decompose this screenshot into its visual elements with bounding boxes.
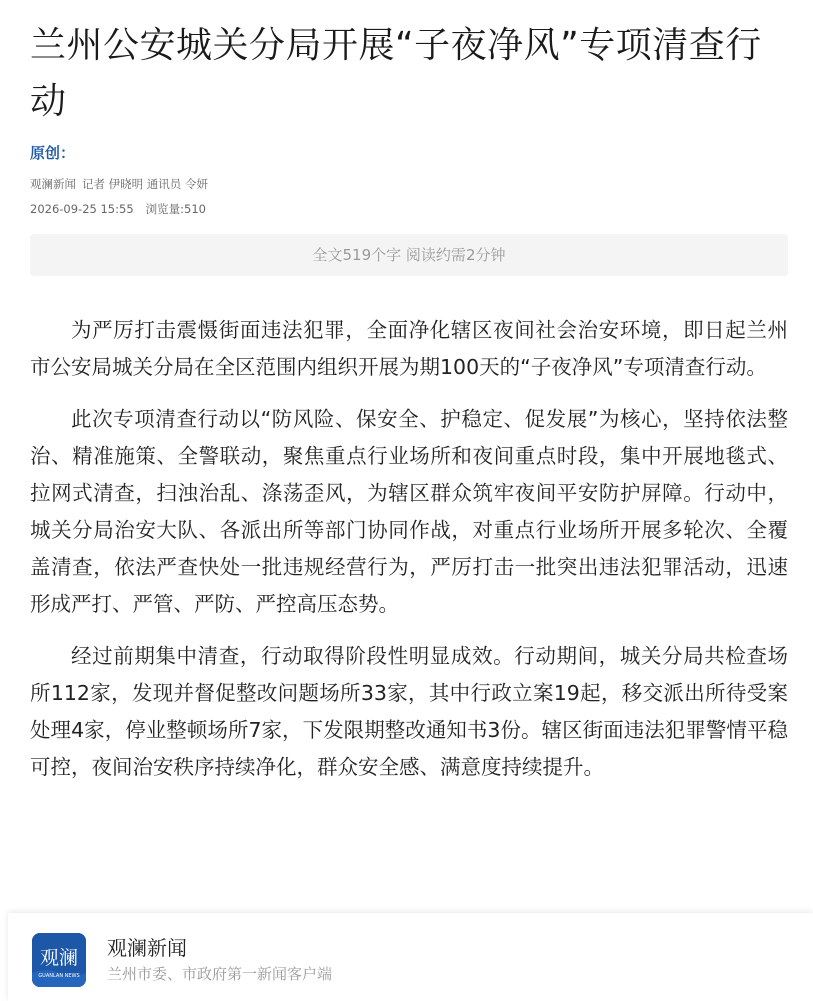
app-name[interactable]: 观澜新闻 — [107, 936, 187, 960]
reading-summary — [30, 234, 788, 276]
summary-prefix: 全文 — [312, 246, 343, 264]
source-name[interactable]: 观澜新闻 — [30, 177, 76, 191]
article-meta — [30, 176, 788, 217]
summary-middle: 个字 阅读约需 — [371, 246, 466, 264]
app-slogan: 兰州市委、市政府第一新闻客户端 — [107, 965, 333, 983]
article-title: 兰州公安城关分局开展“子夜净风”专项清查行动 — [30, 25, 762, 122]
logo-text: 观澜 — [39, 947, 79, 969]
paragraph-1: 为严厉打击震慑街面违法犯罪，全面净化辖区夜间社会治安环境，即日起兰州市公安局城关分局在全区范围内组织开展为期100天的“子夜净风”专项清查行动。 — [30, 318, 788, 379]
publish-date: 2026-09-25 15:55 — [30, 202, 134, 216]
paragraph-2: 此次专项清查行动以“防风险、保安全、护稳定、促发展”为核心，坚持依法整治、精准施策、全警联动，聚焦重点行业场所和夜间重点时段，集中开展地毯式、拉网式清查，扫浊治乱、涤荡歪风，为辖区群众筑牢夜间平安防护屏障。行动中，城关分局治安大队、各派出所等部门协同作战，对重点行业场所开展多轮次、全覆盖清查，依法严查快处一批违规经营行为，严厉打击一批突出违法犯罪活动，迅速形成严打、严管、严防、严控高压态势。 — [30, 407, 788, 616]
summary-suffix: 分钟 — [475, 246, 506, 264]
summary-minutes: 2 — [465, 246, 476, 264]
app-download-banner[interactable] — [8, 913, 813, 1001]
guanlan-news-logo-icon[interactable] — [32, 933, 86, 987]
author-line: 记者 伊晓明 通讯员 令妍 — [82, 177, 208, 191]
view-count: 浏览量:510 — [145, 202, 206, 216]
original-badge: 原创： — [30, 144, 76, 162]
paragraph-3: 经过前期集中清查，行动取得阶段性明显成效。行动期间，城关分局共检查场所112家，发现并督促整改问题场所33家，其中行政立案19起，移交派出所待受案处理4家，停业整顿场所7家，下发限期整改通知书3份。辖区街面违法犯罪警情平稳可控，夜间治安秩序持续净化，群众安全感、满意度持续提升。 — [30, 644, 788, 779]
article — [30, 18, 788, 801]
meta-date-row — [30, 201, 788, 217]
logo-subtext: GUANLAN NEWS — [38, 973, 80, 979]
article-body — [30, 312, 788, 786]
meta-source-row — [30, 176, 788, 192]
summary-char-count: 519 — [342, 246, 372, 264]
